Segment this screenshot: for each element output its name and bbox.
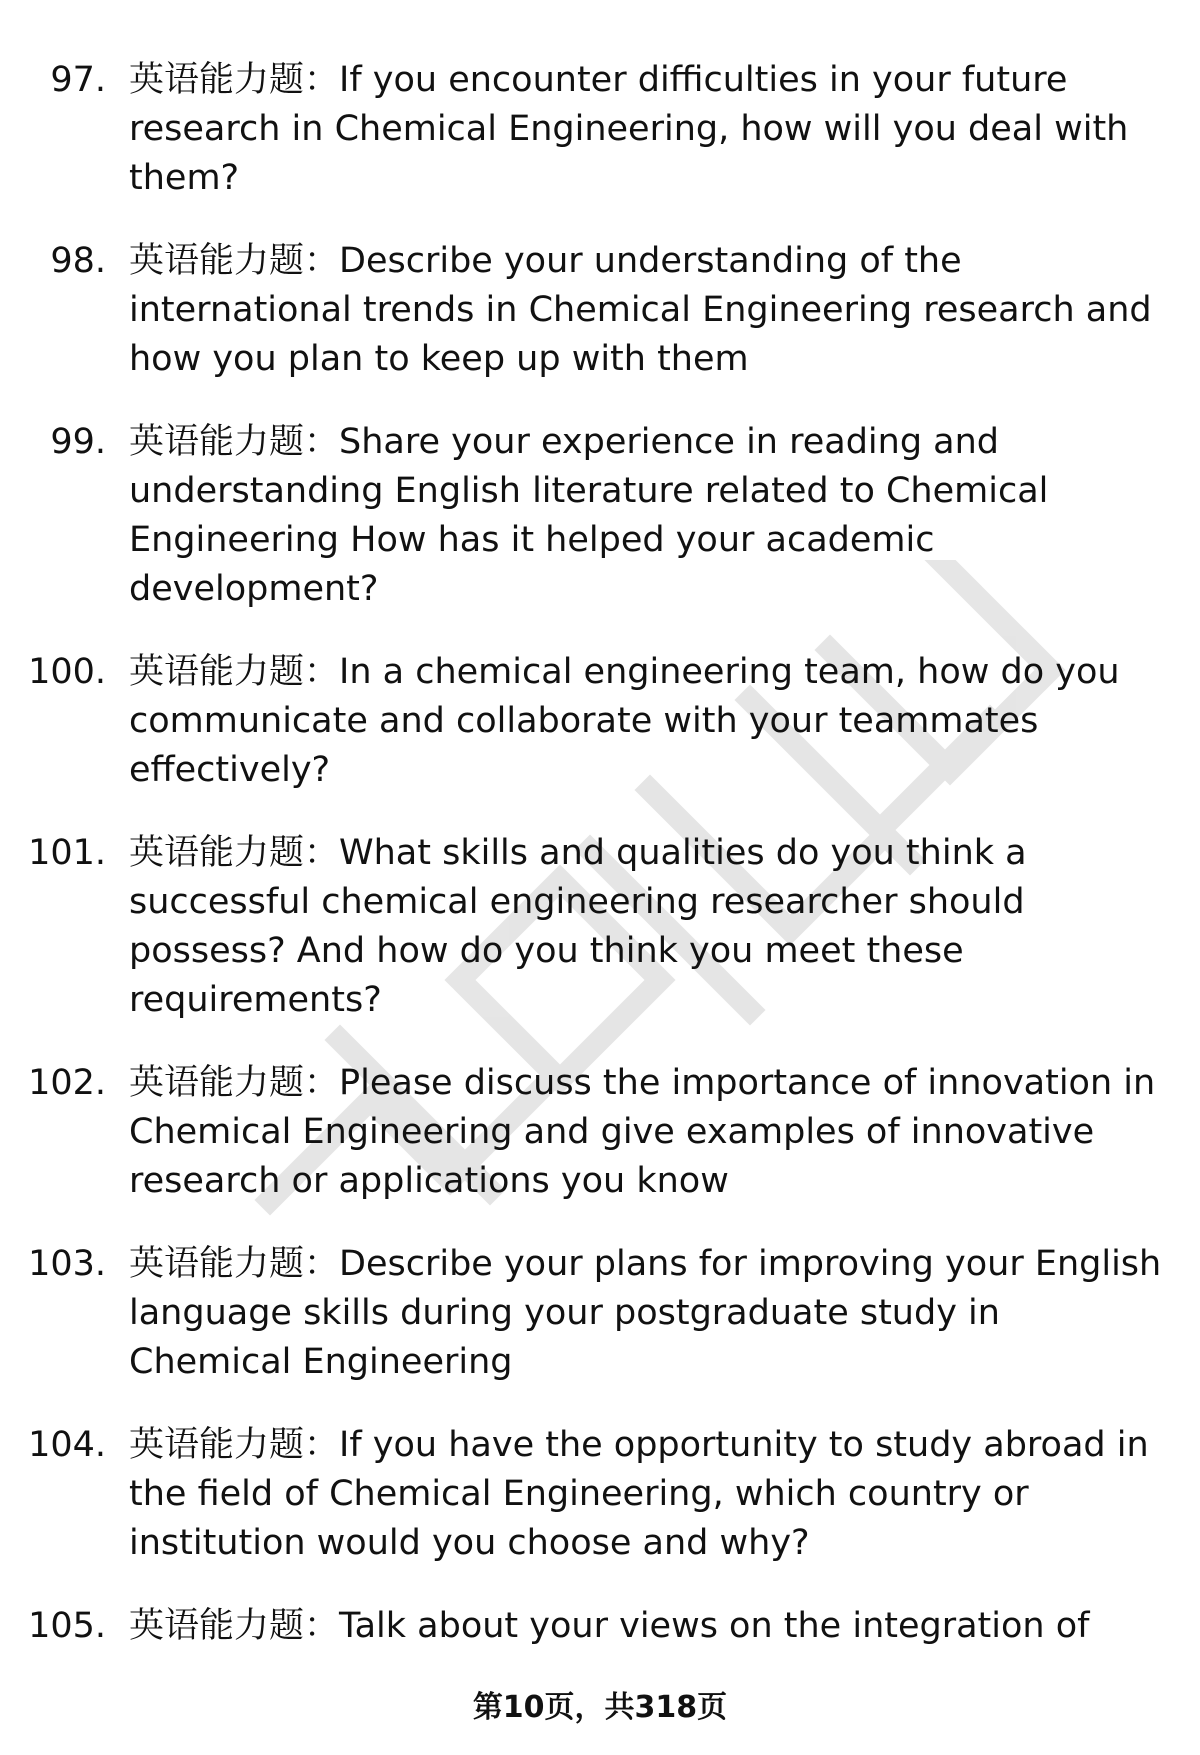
question-item (0, 1240, 1200, 1387)
question-text: Please discuss the importance of innovation in Chemical Engineering and give examples of innovative research or applications you know (129, 1063, 1156, 1201)
question-text: Share your experience in reading and understanding English literature related to Chemical Engineering How has it helped your academic development? (129, 422, 1049, 609)
question-item (0, 1602, 1200, 1651)
question-prefix: 英语能力题： (129, 1425, 340, 1465)
question-prefix: 英语能力题： (129, 833, 340, 873)
question-body (129, 418, 1169, 614)
question-item (0, 829, 1200, 1025)
question-prefix: 英语能力题： (129, 652, 340, 692)
question-number: 97. (50, 60, 106, 100)
question-text: In a chemical engineering team, how do you communicate and collaborate with your teammates effectively? (129, 652, 1120, 790)
question-prefix: 英语能力题： (129, 1063, 340, 1103)
question-text: Describe your understanding of the international trends in Chemical Engineering research and how you plan to keep up with them (129, 241, 1152, 379)
question-number: 99. (50, 422, 106, 462)
page-footer: 第10页，共318页 (472, 1690, 728, 1725)
question-item (0, 418, 1200, 614)
question-prefix: 英语能力题： (129, 241, 340, 281)
question-number: 102. (28, 1063, 106, 1103)
question-text: What skills and qualities do you think a successful chemical engineering researcher should possess? And how do you think you meet these requirements? (129, 833, 1027, 1020)
question-number: 103. (28, 1244, 106, 1284)
question-text: Describe your plans for improving your English language skills during your postgraduate study in Chemical Engineering (129, 1244, 1162, 1382)
question-body (129, 1240, 1169, 1387)
question-item (0, 56, 1200, 203)
question-prefix: 英语能力题： (129, 1244, 340, 1284)
question-item (0, 237, 1200, 384)
question-body (129, 648, 1169, 795)
question-number: 105. (28, 1606, 106, 1646)
question-number: 101. (28, 833, 106, 873)
question-item (0, 1421, 1200, 1568)
question-prefix: 英语能力题： (129, 422, 340, 462)
question-number: 104. (28, 1425, 106, 1465)
question-item (0, 648, 1200, 795)
question-body (129, 237, 1169, 384)
question-body (129, 1602, 1169, 1651)
question-body (129, 829, 1169, 1025)
question-body (129, 56, 1169, 203)
question-list (0, 56, 1200, 1685)
question-prefix: 英语能力题： (129, 1606, 340, 1646)
question-number: 100. (28, 652, 106, 692)
question-item (0, 1059, 1200, 1206)
question-text: If you encounter difficulties in your future research in Chemical Engineering, how will you deal with them? (129, 60, 1129, 198)
question-number: 98. (50, 241, 106, 281)
question-prefix: 英语能力题： (129, 60, 340, 100)
question-text: If you have the opportunity to study abroad in the field of Chemical Engineering, which country or institution would you choose and why? (129, 1425, 1149, 1563)
question-text: Talk about your views on the integration of (339, 1606, 1090, 1646)
question-body (129, 1059, 1169, 1206)
question-body (129, 1421, 1169, 1568)
